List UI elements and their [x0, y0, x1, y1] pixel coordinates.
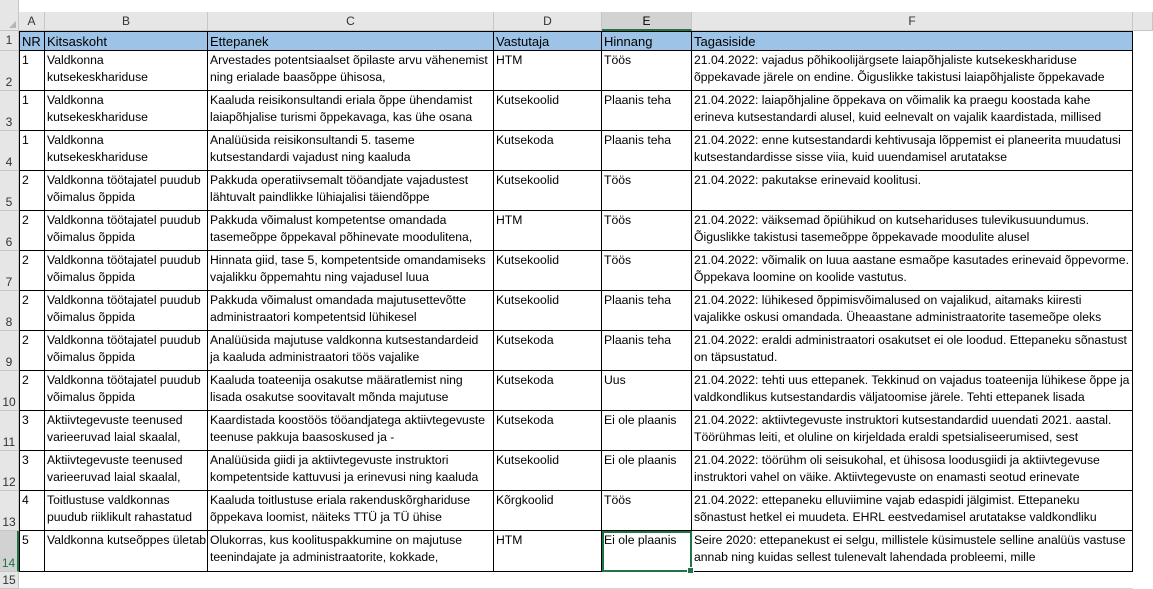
cell-tagasiside[interactable]: 21.04.2022: aktiivtegevuste instruktori kutsestandardid uuendati 2021. aastal. Töörühmas leiti, et oluline on kirjeldada eraldi spetsialiseerumised, sest: [692, 411, 1133, 451]
column-header-b[interactable]: B: [45, 12, 208, 31]
cell-nr[interactable]: 3: [19, 451, 45, 491]
row-header-11[interactable]: 11: [0, 411, 19, 451]
row-header-5[interactable]: 5: [0, 171, 19, 211]
row-header-12[interactable]: 12: [0, 451, 19, 491]
row-header-9[interactable]: 9: [0, 331, 19, 371]
header-cell-hinnang[interactable]: Hinnang: [602, 31, 692, 51]
cell-nr[interactable]: 1: [19, 91, 45, 131]
cell-kitsaskoht[interactable]: Valdkonna töötajatel puudub võimalus õppida: [45, 171, 208, 211]
column-header-c[interactable]: C: [208, 12, 494, 31]
cell-ettepanek[interactable]: Kaaluda toitlustuse eriala rakenduskõrghariduse õppekava loomist, näiteks TTÜ ja TÜ ühise: [208, 491, 494, 531]
cell-hinnang[interactable]: Töös: [602, 251, 692, 291]
cell-vastutaja[interactable]: HTM: [494, 51, 602, 91]
cell-tagasiside[interactable]: 21.04.2022: lühikesed õppimisvõimalused on vajalikud, aitamaks kiiresti vajalikke oskusi omandada. Üheaastane administraatorite tasemeõpe oleks: [692, 291, 1133, 331]
cell-nr[interactable]: 2: [19, 371, 45, 411]
cell-vastutaja[interactable]: Kutsekoolid: [494, 91, 602, 131]
header-cell-kitsaskoht[interactable]: Kitsaskoht: [45, 31, 208, 51]
cell-ettepanek[interactable]: Analüüsida reisikonsultandi 5. taseme kutsestandardi vajadust ning kaaluda: [208, 131, 494, 171]
cell-hinnang[interactable]: Plaanis teha: [602, 331, 692, 371]
cell-tagasiside[interactable]: 21.04.2022: enne kutsestandardi kehtivusaja lõppemist ei planeerita muudatusi kutsestandardisse sisse viia, kuid uuendamisel arutatakse: [692, 131, 1133, 171]
cell-nr[interactable]: 1: [19, 51, 45, 91]
cell-nr[interactable]: 1: [19, 131, 45, 171]
cell-vastutaja[interactable]: Kutsekoda: [494, 371, 602, 411]
cell-kitsaskoht[interactable]: Valdkonna kutseõppes ületab: [45, 531, 208, 572]
cell-hinnang[interactable]: Töös: [602, 171, 692, 211]
cell-vastutaja[interactable]: Kutsekoolid: [494, 251, 602, 291]
column-header-e[interactable]: E: [602, 12, 692, 31]
cell-nr[interactable]: 5: [19, 531, 45, 572]
cell-nr[interactable]: 4: [19, 491, 45, 531]
column-header-d[interactable]: D: [494, 12, 602, 31]
cell-kitsaskoht[interactable]: Toitlustuse valdkonnas puudub riiklikult rahastatud: [45, 491, 208, 531]
cell-vastutaja[interactable]: Kutsekoolid: [494, 171, 602, 211]
cell-kitsaskoht[interactable]: Valdkonna kutsekeskhariduse: [45, 91, 208, 131]
cell-vastutaja[interactable]: Kutsekoolid: [494, 291, 602, 331]
cell-nr[interactable]: 2: [19, 331, 45, 371]
cell-ettepanek[interactable]: Kaardistada koostöös tööandjatega aktiivtegevuste teenuse pakkuja baasoskused ja -: [208, 411, 494, 451]
cell-kitsaskoht[interactable]: Valdkonna töötajatel puudub võimalus õppida: [45, 291, 208, 331]
header-cell-nr[interactable]: NR: [19, 31, 45, 51]
header-cell-ettepanek[interactable]: Ettepanek: [208, 31, 494, 51]
cell-kitsaskoht[interactable]: Valdkonna kutsekeskhariduse: [45, 131, 208, 171]
cell-ettepanek[interactable]: Kaaluda reisikonsultandi eriala õppe ühendamist laiapõhjalise turismi õppekavaga, kas ühe osana: [208, 91, 494, 131]
cell-kitsaskoht[interactable]: Valdkonna töötajatel puudub võimalus õppida: [45, 331, 208, 371]
cell-hinnang[interactable]: Ei ole plaanis: [602, 411, 692, 451]
column-header-filler: [1133, 12, 1153, 31]
cell-vastutaja[interactable]: Kutsekoda: [494, 331, 602, 371]
cell-ettepanek[interactable]: Hinnata giid, tase 5, kompetentside omandamiseks vajalikku õppemahtu ning vajadusel luua: [208, 251, 494, 291]
cell-hinnang[interactable]: Plaanis teha: [602, 91, 692, 131]
cell-hinnang[interactable]: Töös: [602, 211, 692, 251]
row-header-2[interactable]: 2: [0, 51, 19, 91]
column-header-a[interactable]: A: [19, 12, 45, 31]
cell-ettepanek[interactable]: Analüüsida giidi ja aktiivtegevuste instruktori kompetentside kattuvusi ja erinevusi ning kaaluda: [208, 451, 494, 491]
cell-vastutaja[interactable]: Kutsekoolid: [494, 451, 602, 491]
row-header-8[interactable]: 8: [0, 291, 19, 331]
header-cell-vastutaja[interactable]: Vastutaja: [494, 31, 602, 51]
cell-nr[interactable]: 2: [19, 291, 45, 331]
cell-hinnang[interactable]: Plaanis teha: [602, 291, 692, 331]
header-cell-tagasiside[interactable]: Tagasiside: [692, 31, 1133, 51]
select-all-corner[interactable]: [0, 0, 19, 31]
cell-kitsaskoht[interactable]: Valdkonna töötajatel puudub võimalus õppida: [45, 211, 208, 251]
cell-vastutaja[interactable]: HTM: [494, 211, 602, 251]
cell-ettepanek[interactable]: Arvestades potentsiaalset õpilaste arvu vähenemist ning erialade baasõppe ühisosa,: [208, 51, 494, 91]
cell-kitsaskoht[interactable]: Valdkonna kutsekeskhariduse: [45, 51, 208, 91]
cell-kitsaskoht[interactable]: Aktiivtegevuste teenused varieeruvad laial skaalal,: [45, 451, 208, 491]
row-header-13[interactable]: 13: [0, 491, 19, 531]
row-header-7[interactable]: 7: [0, 251, 19, 291]
cell-tagasiside[interactable]: 21.04.2022: laiapõhjaline õppekava on võimalik ka praegu koostada kahe erineva kutsestandardi alusel, kuid eelnevalt on vajalik kaardistada, millised: [692, 91, 1133, 131]
cell-ettepanek[interactable]: Pakkuda operatiivsemalt tööandjate vajadustest lähtuvalt paindlikke lühiajalisi täiendõppe: [208, 171, 494, 211]
cell-kitsaskoht[interactable]: Aktiivtegevuste teenused varieeruvad laial skaalal,: [45, 411, 208, 451]
cell-ettepanek[interactable]: Olukorras, kus koolituspakkumine on majutuse teenindajate ja administraatorite, kokkade,: [208, 531, 494, 572]
cell-hinnang[interactable]: Uus: [602, 371, 692, 411]
cell-ettepanek[interactable]: Pakkuda võimalust kompetentse omandada tasemeõppe õppekaval põhinevate moodulitena,: [208, 211, 494, 251]
cell-tagasiside[interactable]: 21.04.2022: töörühm oli seisukohal, et ühisosa loodusgiidi ja aktiivtegevuse instruktori vahel on väike. Aktiivtegevuste on enamasti seotud erinevate: [692, 451, 1133, 491]
cell-tagasiside[interactable]: 21.04.2022: eraldi administraatori osakutset ei ole loodud. Ettepaneku sõnastust on täpsustatud.: [692, 331, 1133, 371]
cell-nr[interactable]: 2: [19, 251, 45, 291]
cell-hinnang[interactable]: Ei ole plaanis: [602, 451, 692, 491]
cell-vastutaja[interactable]: Kutsekoda: [494, 131, 602, 171]
cell-ettepanek[interactable]: Analüüsida majutuse valdkonna kutsestandardeid ja kaaluda administraatori töös vajalike: [208, 331, 494, 371]
row-header-4[interactable]: 4: [0, 131, 19, 171]
cell-hinnang[interactable]: Töös: [602, 491, 692, 531]
row-header-14[interactable]: 14: [0, 531, 19, 572]
cell-tagasiside[interactable]: 21.04.2022: pakutakse erinevaid koolitusi.: [692, 171, 1133, 211]
column-header-f[interactable]: F: [692, 12, 1133, 31]
cell-nr[interactable]: 2: [19, 211, 45, 251]
row-header-3[interactable]: 3: [0, 91, 19, 131]
cell-vastutaja[interactable]: Kõrgkoolid: [494, 491, 602, 531]
cell-hinnang[interactable]: Töös: [602, 51, 692, 91]
cell-hinnang[interactable]: Plaanis teha: [602, 131, 692, 171]
cell-tagasiside[interactable]: 21.04.2022: vajadus põhikoolijärgsete laiapõhjaliste kutsekeskhariduse õppekavade järele on endine. Õiguslikke takistusi laiapõhjaliste õppekavade: [692, 51, 1133, 91]
cell-tagasiside[interactable]: 21.04.2022: väiksemad õpiühikud on kutsehariduses tulevikusuundumus. Õiguslikke takistusi tasemeõppe õppekavade moodulite alusel: [692, 211, 1133, 251]
row-header-10[interactable]: 10: [0, 371, 19, 411]
cell-tagasiside[interactable]: 21.04.2022: ettepaneku elluviimine vajab edaspidi jälgimist. Ettepaneku sõnastust hetkel ei muudeta. EHRL eestvedamisel arutatakse valdkondliku: [692, 491, 1133, 531]
row-header-6[interactable]: 6: [0, 211, 19, 251]
cell-vastutaja[interactable]: Kutsekoda: [494, 411, 602, 451]
cell-kitsaskoht[interactable]: Valdkonna töötajatel puudub võimalus õppida: [45, 371, 208, 411]
cell-ettepanek[interactable]: Kaaluda toateenija osakutse määratlemist ning lisada osakutse soovitavalt mõnda majutuse: [208, 371, 494, 411]
cell-kitsaskoht[interactable]: Valdkonna töötajatel puudub võimalus õppida: [45, 251, 208, 291]
empty-row[interactable]: [19, 572, 1133, 589]
cell-tagasiside[interactable]: 21.04.2022: tehti uus ettepanek. Tekkinud on vajadus toateenija lühikese õppe ja valdkondlikus kutsestandardis väljatoomise järele. Tehti ettepanek lisada: [692, 371, 1133, 411]
sheet-top-strip: [0, 0, 1153, 12]
cell-nr[interactable]: 2: [19, 171, 45, 211]
row-header-15[interactable]: 15: [0, 572, 19, 589]
row-header-1[interactable]: 1: [0, 31, 19, 51]
cell-tagasiside[interactable]: 21.04.2022: võimalik on luua aastane esmaõpe kasutades erinevaid õppevorme. Õppekava loomine on koolide vastutus.: [692, 251, 1133, 291]
cell-hinnang[interactable]: Ei ole plaanis: [602, 531, 692, 572]
cell-ettepanek[interactable]: Pakkuda võimalust omandada majutusettevõtte administraatori kompetentsid lühikesel: [208, 291, 494, 331]
cell-tagasiside[interactable]: Seire 2020: ettepanekust ei selgu, millistele küsimustele selline analüüs vastuse annab ning kuidas sellest tulenevalt lahendada probleemi, mille: [692, 531, 1133, 572]
cell-vastutaja[interactable]: HTM: [494, 531, 602, 572]
cell-nr[interactable]: 3: [19, 411, 45, 451]
